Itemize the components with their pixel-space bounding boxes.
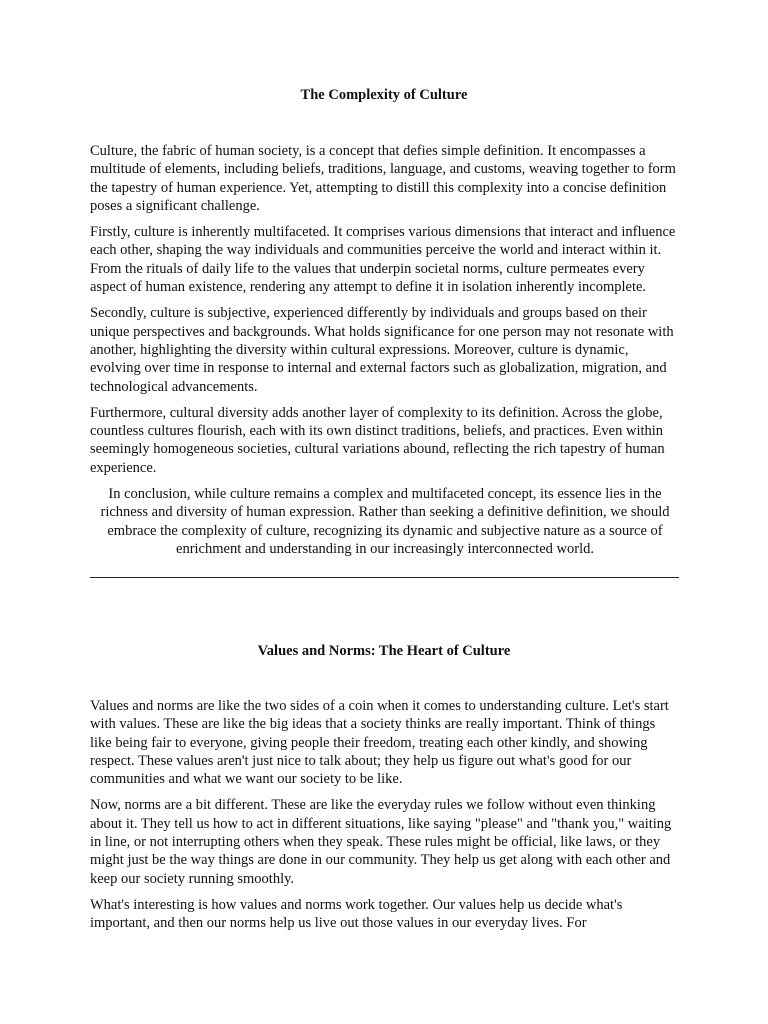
paragraph-values: Values and norms are like the two sides of a coin when it comes to understanding culture. Let's start with values. These are like the big ideas that a society thinks are really important. Think of things like being fair to everyone, giving people their freedom, treating each other kindly, and showing respect. These values aren't just nice to talk about; they help us figure out what's good for our communities and what we want our society to be like. [90, 698, 669, 788]
section-divider [90, 577, 679, 578]
section-body-values-and-norms [90, 697, 680, 941]
paragraph-subjective: Secondly, culture is subjective, experienced differently by individuals and groups based on their unique perspectives and backgrounds. What holds significance for one person may not resonate with another, highlighting the diversity within cultural expressions. Moreover, culture is dynamic, evolving over time in response to internal and external factors such as globalization, migration, and technological advancements. [90, 305, 674, 395]
paragraph-conclusion: In conclusion, while culture remains a complex and multifaceted concept, its essence lies in the richness and diversity of human expression. Rather than seeking a definitive definition, we should embrace the complexity of culture, recognizing its dynamic and subjective nature as a source of enrichment and understanding in our increasingly interconnected world. [100, 486, 670, 557]
section-title-values-and-norms: Values and Norms: The Heart of Culture [257, 643, 511, 659]
paragraph-diversity: Furthermore, cultural diversity adds another layer of complexity to its definition. Across the globe, countless cultures flourish, each with its own distinct traditions, beliefs, and practices. Even within seemingly homogeneous societies, cultural variations abound, reflecting the rich tapestry of human experience. [90, 404, 665, 476]
paragraph-intro: Culture, the fabric of human society, is a concept that defies simple definition. It encompasses a multitude of elements, including beliefs, traditions, language, and customs, weaving together to form the tapestry of human experience. Yet, attempting to distill this complexity into a concise definition poses a significant challenge. [90, 143, 676, 214]
section-title-complexity-of-culture: The Complexity of Culture [300, 87, 468, 103]
paragraph-values-norms-together: What's interesting is how values and norms work together. Our values help us decide what's important, and then our norms help us live out those values in our everyday lives. For [90, 896, 623, 932]
section-body-complexity-of-culture [90, 142, 680, 566]
paragraph-norms: Now, norms are a bit different. These are like the everyday rules we follow without even thinking about it. They tell us how to act in different situations, like saying "please" and "thank you," waiting in line, or not interrupting others when they speak. These rules might be official, like laws, or they might just be the way things are done in our community. They help us get along with each other and keep our society running smoothly. [90, 797, 672, 887]
paragraph-multifaceted: Firstly, culture is inherently multifaceted. It comprises various dimensions that interact and influence each other, shaping the way individuals and communities perceive the world and interact within it. From the rituals of daily life to the values that underpin societal norms, culture permeates every aspect of human existence, rendering any attempt to define it in isolation inherently incomplete. [90, 224, 676, 296]
